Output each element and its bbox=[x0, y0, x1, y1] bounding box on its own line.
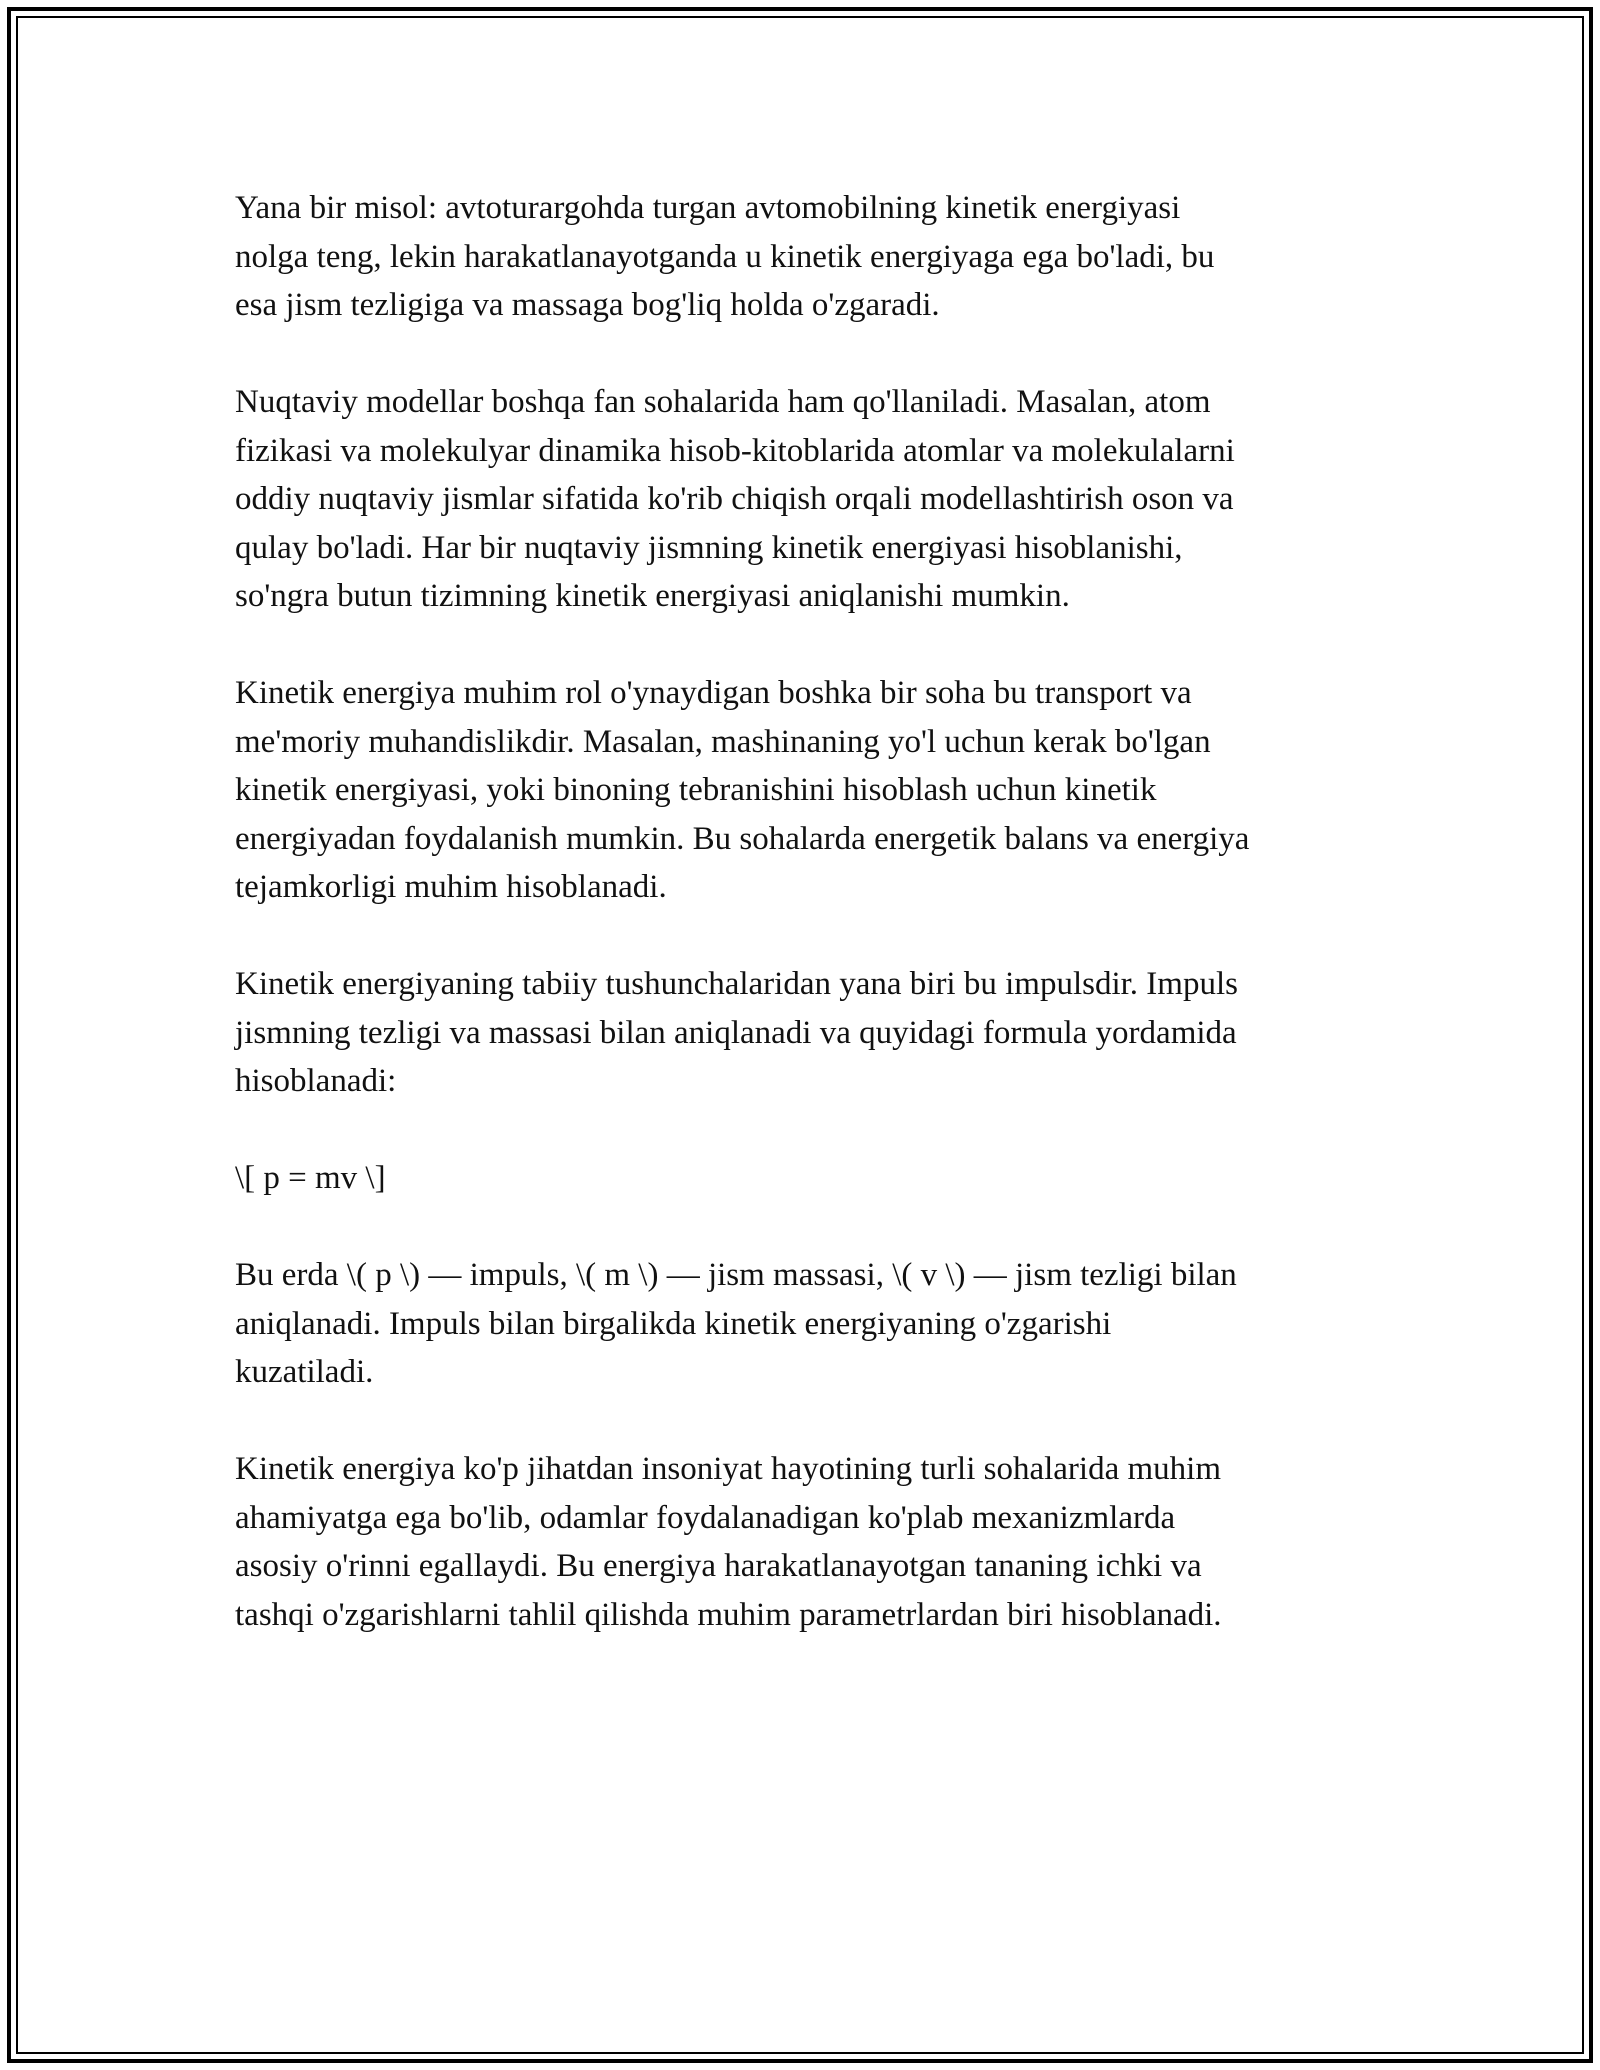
paragraph-point-models: Nuqtaviy modellar boshqa fan sohalarida ham qo'llaniladi. Masalan, atom fizikasi va molekulyar dinamika hisob-kitoblarida atomlar va molekulalarni oddiy nuqtaviy jismlar sifatida ko'rib chiqish orqali modellashtirish oson va qulay bo'ladi. Har bir nuqtaviy jismning kinetik energiyasi hisoblanishi, so'ngra butun tizimning kinetik energiyasi aniqlanishi mumkin. bbox=[235, 384, 1235, 614]
document-body bbox=[235, 184, 1385, 1688]
paragraph-impulse-definitions: Bu erda \( p \) — impuls, \( m \) — jism massasi, \( v \) — jism tezligi bilan aniqlanadi. Impuls bilan birgalikda kinetik energiyaning o'zgarishi kuzatiladi. bbox=[235, 1257, 1237, 1390]
paragraph-conclusion: Kinetik energiya ko'p jihatdan insoniyat hayotining turli sohalarida muhim ahamiyatga ega bo'lib, odamlar foydalanadigan ko'plab mexanizmlarda asosiy o'rinni egallaydi. Bu energiya harakatlanayotgan tananing ichki va tashqi o'zgarishlarni tahlil qilishda muhim parametrlardan biri hisoblanadi. bbox=[235, 1451, 1222, 1633]
paragraph-impulse-intro: Kinetik energiyaning tabiiy tushunchalaridan yana biri bu impulsdir. Impuls jismning tezligi va massasi bilan aniqlanadi va quyidagi formula yordamida hisoblanadi: bbox=[235, 966, 1238, 1099]
paragraph-transport-engineering: Kinetik energiya muhim rol o'ynaydigan boshka bir soha bu transport va me'moriy muhandislikdir. Masalan, mashinaning yo'l uchun kerak bo'lgan kinetik energiyasi, yoki binoning tebranishini hisoblash uchun kinetik energiyadan foydalanish mumkin. Bu sohalarda energetik balans va energiya tejamkorligi muhim hisoblanadi. bbox=[235, 675, 1250, 905]
formula-impulse: \[ p = mv \] bbox=[235, 1160, 386, 1196]
paragraph-parked-car-example: Yana bir misol: avtoturargohda turgan avtomobilning kinetik energiyasi nolga teng, lekin harakatlanayotganda u kinetik energiyaga ega bo'ladi, bu esa jism tezligiga va massaga bog'liq holda o'zgaradi. bbox=[235, 190, 1215, 323]
